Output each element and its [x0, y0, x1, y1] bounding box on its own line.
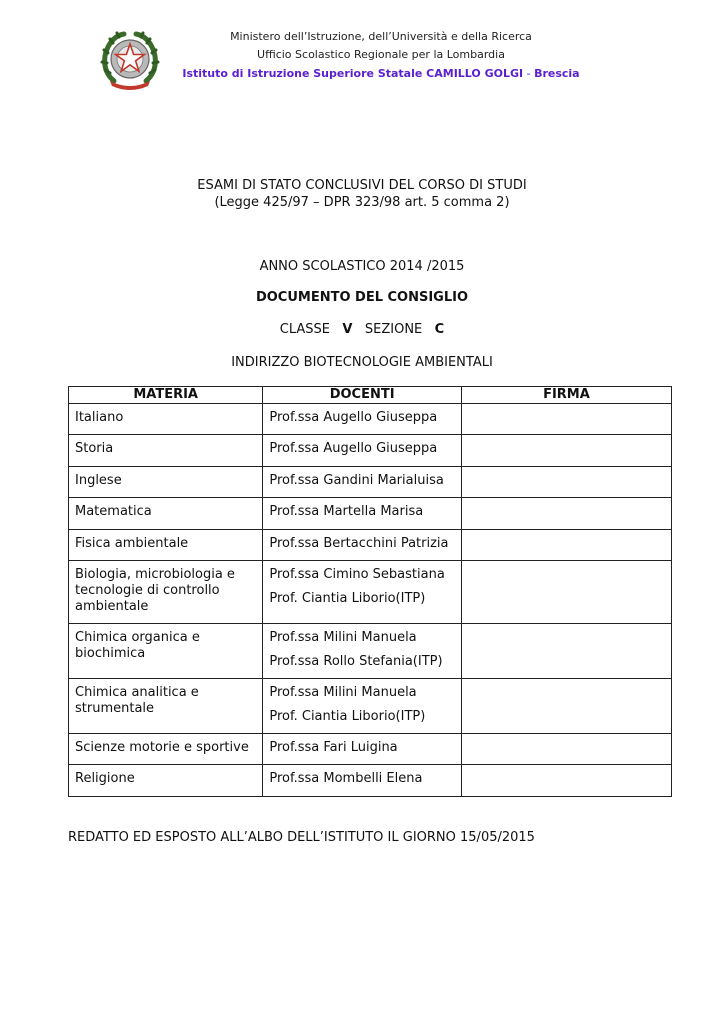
materia-cell: Storia	[69, 435, 263, 467]
table-row	[69, 404, 672, 435]
institute-separator: -	[523, 67, 535, 80]
materia-cell: Inglese	[69, 467, 263, 498]
class-label: CLASSE	[279, 322, 330, 337]
class-section	[0, 321, 724, 338]
table-row	[69, 679, 672, 734]
teacher-name: Prof.ssa Augello Giuseppa	[269, 441, 438, 456]
signature-cell	[461, 530, 671, 561]
section-label: SEZIONE	[364, 322, 423, 337]
materia-cell: Matematica	[69, 498, 263, 530]
docenti-cell	[263, 624, 462, 679]
teacher-name: Prof.ssa Martella Marisa	[269, 504, 424, 519]
docenti-cell	[263, 765, 462, 797]
signature-cell	[461, 624, 671, 679]
signature-cell	[461, 734, 671, 765]
ministry-line: Ministero dell’Istruzione, dell’Università e della Ricerca	[230, 30, 532, 43]
signature-cell	[461, 467, 671, 498]
teacher-name: Prof.ssa Milini Manuela	[269, 685, 417, 700]
document-title: DOCUMENTO DEL CONSIGLIO	[255, 290, 469, 305]
exam-title	[0, 177, 724, 211]
header-docenti: DOCENTI	[263, 387, 462, 404]
docenti-cell	[263, 404, 462, 435]
class-value: V	[342, 322, 353, 337]
header-firma: FIRMA	[461, 387, 671, 404]
header-materia: MATERIA	[69, 387, 263, 404]
signature-cell	[461, 561, 671, 624]
materia-cell: Italiano	[69, 404, 263, 435]
materia-cell: Religione	[69, 765, 263, 797]
materia-cell: Scienze motorie e sportive	[69, 734, 263, 765]
table-row	[69, 467, 672, 498]
signature-cell	[461, 498, 671, 530]
docenti-cell	[263, 679, 462, 734]
materia-cell: Chimica analitica e strumentale	[69, 679, 263, 734]
signature-cell	[461, 679, 671, 734]
exam-title-line1: ESAMI DI STATO CONCLUSIVI DEL CORSO DI STUDI	[197, 178, 527, 193]
docenti-cell	[263, 498, 462, 530]
letterhead	[165, 28, 597, 84]
materia-cell: Chimica organica e biochimica	[69, 624, 263, 679]
materia-cell: Biologia, microbiologia e tecnologie di controllo ambientale	[69, 561, 263, 624]
docenti-cell	[263, 530, 462, 561]
docenti-cell	[263, 734, 462, 765]
teacher-name: Prof.ssa Mombelli Elena	[269, 771, 423, 786]
teachers-table	[68, 386, 672, 797]
teacher-name: Prof.ssa Bertacchini Patrizia	[269, 536, 449, 551]
institute-name: Istituto di Istruzione Superiore Statale CAMILLO GOLGI	[182, 67, 524, 80]
table-row	[69, 530, 672, 561]
materia-cell: Fisica ambientale	[69, 530, 263, 561]
table-row	[69, 624, 672, 679]
publication-note: REDATTO ED ESPOSTO ALL’ALBO DELL’ISTITUTO IL GIORNO 15/05/2015	[68, 830, 535, 845]
table-row	[69, 561, 672, 624]
teacher-name: Prof. Ciantia Liborio(ITP)	[269, 709, 426, 724]
signature-cell	[461, 435, 671, 467]
republic-emblem-icon	[100, 29, 160, 91]
docenti-cell	[263, 561, 462, 624]
table-row	[69, 498, 672, 530]
teacher-name: Prof.ssa Augello Giuseppa	[269, 410, 438, 425]
table-row	[69, 765, 672, 797]
signature-cell	[461, 765, 671, 797]
teacher-name: Prof.ssa Cimino Sebastiana	[269, 567, 445, 582]
table-header-row	[69, 387, 672, 404]
docenti-cell	[263, 435, 462, 467]
school-year: ANNO SCOLASTICO 2014 /2015	[259, 259, 465, 274]
regional-office-line: Ufficio Scolastico Regionale per la Lombardia	[257, 48, 505, 61]
table-row	[69, 734, 672, 765]
table-row	[69, 435, 672, 467]
teacher-name: Prof.ssa Gandini Marialuisa	[269, 473, 444, 488]
teacher-name: Prof.ssa Milini Manuela	[269, 630, 417, 645]
institute-city: Brescia	[534, 67, 580, 80]
course-address: INDIRIZZO BIOTECNOLOGIE AMBIENTALI	[231, 355, 493, 370]
teacher-name: Prof.ssa Rollo Stefania(ITP)	[269, 654, 443, 669]
teacher-name: Prof. Ciantia Liborio(ITP)	[269, 591, 426, 606]
signature-cell	[461, 404, 671, 435]
docenti-cell	[263, 467, 462, 498]
section-value: C	[434, 322, 445, 337]
institute-line	[165, 64, 597, 84]
teacher-name: Prof.ssa Fari Luigina	[269, 740, 398, 755]
exam-title-line2: (Legge 425/97 – DPR 323/98 art. 5 comma 2)	[214, 195, 510, 210]
